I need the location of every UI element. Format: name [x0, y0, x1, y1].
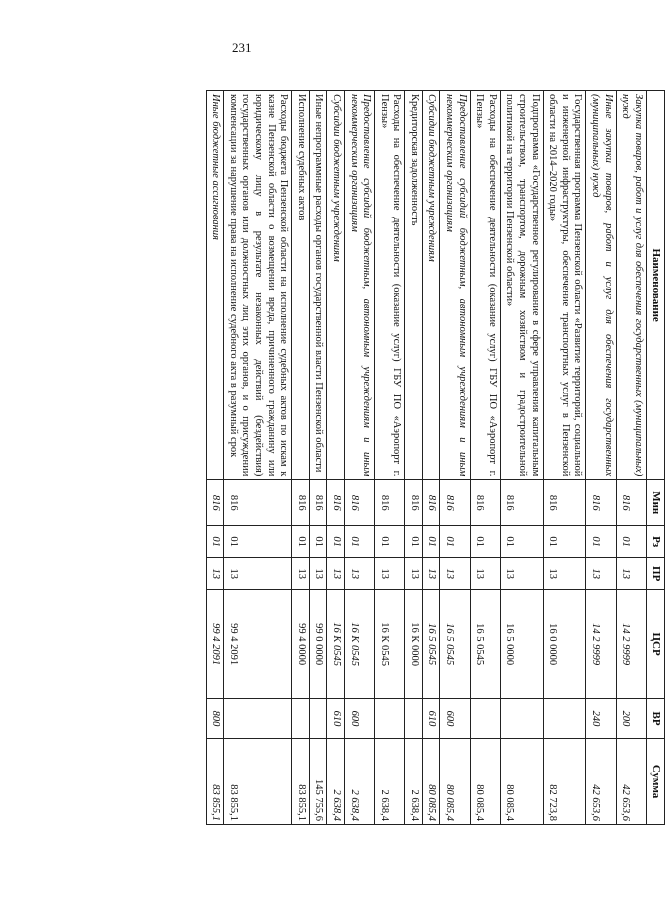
- row-vr: [543, 699, 586, 739]
- table-header-row: [646, 91, 664, 825]
- row-vr: [470, 699, 500, 739]
- row-csr: 16 К 0545: [327, 590, 345, 699]
- row-rz: 01: [586, 526, 616, 558]
- row-name: Субсидии бюджетным учреждениям: [327, 91, 345, 480]
- table-row: [586, 91, 616, 825]
- row-vr: [405, 699, 423, 739]
- table-row: [327, 91, 345, 825]
- row-rz: 01: [470, 526, 500, 558]
- row-name: Расходы на обеспечение деятельности (оказание услуг) ГБУ ПО «Аэропорт г. Пензы»: [470, 91, 500, 480]
- row-vr: 240: [586, 699, 616, 739]
- row-pr: 13: [405, 558, 423, 590]
- row-name: Иные закупки товаров, работ и услуг для обеспечения государственных (муниципальных) нужд: [586, 91, 616, 480]
- row-csr: 16 К 0000: [405, 590, 423, 699]
- row-pr: 13: [292, 558, 310, 590]
- table-row: [543, 91, 586, 825]
- row-rz: 01: [422, 526, 440, 558]
- table-row: [616, 91, 646, 825]
- row-pr: 13: [543, 558, 586, 590]
- row-sum: 80 085,4: [470, 739, 500, 825]
- row-min: 816: [292, 480, 310, 526]
- row-csr: 16 0 0000: [543, 590, 586, 699]
- row-sum: 83 855,1: [206, 739, 224, 825]
- table-row: [224, 91, 292, 825]
- table-row: [440, 91, 470, 825]
- row-sum: 2 638,4: [344, 739, 374, 825]
- row-min: 816: [543, 480, 586, 526]
- row-sum: 80 085,4: [500, 739, 543, 825]
- row-csr: 14 2 9999: [586, 590, 616, 699]
- row-csr: 16 К 0545: [344, 590, 374, 699]
- header-vr: ВР: [646, 699, 664, 739]
- row-min: 816: [616, 480, 646, 526]
- row-name: Кредиторская задолженность: [405, 91, 423, 480]
- row-sum: 83 855,1: [292, 739, 310, 825]
- row-vr: [292, 699, 310, 739]
- table-row: [344, 91, 374, 825]
- table-row: [206, 91, 224, 825]
- row-name: Предоставление субсидий бюджетным, автономным учреждениям и иным некоммерческим организациям: [344, 91, 374, 480]
- row-rz: 01: [309, 526, 327, 558]
- row-rz: 01: [327, 526, 345, 558]
- row-sum: 42 653,6: [586, 739, 616, 825]
- row-csr: 14 2 9999: [616, 590, 646, 699]
- row-min: 816: [586, 480, 616, 526]
- row-rz: 01: [440, 526, 470, 558]
- row-pr: 13: [224, 558, 292, 590]
- row-pr: 13: [375, 558, 405, 590]
- row-csr: 99 4 0000: [292, 590, 310, 699]
- row-name: Государственная программа Пензенской области «Развитие территорий, социальной и инженерной инфраструктуры, обеспечение транспортных услуг в Пензенской области на 2014–2020 годы»: [543, 91, 586, 480]
- row-rz: 01: [616, 526, 646, 558]
- table-row: [405, 91, 423, 825]
- row-min: 816: [206, 480, 224, 526]
- row-csr: 16 5 0545: [422, 590, 440, 699]
- row-pr: 13: [586, 558, 616, 590]
- row-pr: 13: [500, 558, 543, 590]
- budget-table: [206, 90, 665, 825]
- row-pr: 13: [309, 558, 327, 590]
- row-rz: 01: [405, 526, 423, 558]
- row-min: 816: [440, 480, 470, 526]
- row-vr: 610: [422, 699, 440, 739]
- row-sum: 2 638,4: [405, 739, 423, 825]
- row-sum: 80 085,4: [440, 739, 470, 825]
- row-vr: 600: [440, 699, 470, 739]
- header-rz: Рз: [646, 526, 664, 558]
- row-pr: 13: [470, 558, 500, 590]
- table-row: [470, 91, 500, 825]
- row-csr: 16 5 0545: [440, 590, 470, 699]
- row-vr: 600: [344, 699, 374, 739]
- row-min: 816: [422, 480, 440, 526]
- rotated-table-wrapper: [0, 90, 665, 821]
- row-sum: 80 085,4: [422, 739, 440, 825]
- row-name: Иные бюджетные ассигнования: [206, 91, 224, 480]
- row-rz: 01: [375, 526, 405, 558]
- row-pr: 13: [327, 558, 345, 590]
- row-name: Исполнение судебных актов: [292, 91, 310, 480]
- row-vr: [224, 699, 292, 739]
- page-number: 231: [232, 40, 252, 55]
- row-sum: 82 723,8: [543, 739, 586, 825]
- row-sum: 145 755,6: [309, 739, 327, 825]
- row-name: Расходы на обеспечение деятельности (оказание услуг) ГБУ ПО «Аэропорт г. Пензы»: [375, 91, 405, 480]
- row-rz: 01: [543, 526, 586, 558]
- row-min: 816: [224, 480, 292, 526]
- row-rz: 01: [206, 526, 224, 558]
- header-pr: ПР: [646, 558, 664, 590]
- row-name: Иные непрограммные расходы органов государственной власти Пензенской области: [309, 91, 327, 480]
- row-rz: 01: [500, 526, 543, 558]
- row-name: Подпрограмма «Государственное регулирование в сфере управления капитальным строительством, транспортом, дорожным хозяйством и градостроительной политикой на территории Пензенской области»: [500, 91, 543, 480]
- row-sum: 2 638,4: [327, 739, 345, 825]
- row-vr: [500, 699, 543, 739]
- row-pr: 13: [344, 558, 374, 590]
- row-vr: 610: [327, 699, 345, 739]
- table-row: [500, 91, 543, 825]
- row-pr: 13: [206, 558, 224, 590]
- row-rz: 01: [224, 526, 292, 558]
- row-pr: 13: [616, 558, 646, 590]
- table-body: [206, 91, 646, 825]
- row-sum: 83 855,1: [224, 739, 292, 825]
- header-sum: Сумма: [646, 739, 664, 825]
- row-name: Предоставление субсидий бюджетным, автономным учреждениям и иным некоммерческим организациям: [440, 91, 470, 480]
- row-name: Субсидии бюджетным учреждениям: [422, 91, 440, 480]
- row-vr: [309, 699, 327, 739]
- row-name: Закупка товаров, работ и услуг для обеспечения государственных (муниципальных) нужд: [616, 91, 646, 480]
- row-csr: 16 5 0545: [470, 590, 500, 699]
- row-vr: [375, 699, 405, 739]
- row-min: 816: [309, 480, 327, 526]
- row-sum: 2 638,4: [375, 739, 405, 825]
- row-min: 816: [470, 480, 500, 526]
- table-row: [292, 91, 310, 825]
- row-csr: 99 4 2091: [224, 590, 292, 699]
- row-vr: 200: [616, 699, 646, 739]
- row-min: 816: [500, 480, 543, 526]
- header-csr: ЦСР: [646, 590, 664, 699]
- row-csr: 16 К 0545: [375, 590, 405, 699]
- row-vr: 800: [206, 699, 224, 739]
- row-sum: 42 653,6: [616, 739, 646, 825]
- row-csr: 99 4 2091: [206, 590, 224, 699]
- row-name: Расходы бюджета Пензенской области на исполнение судебных актов по искам к казне Пензенской области о возмещении вреда, причиненного гражданину или юридическому лицу в результате незаконных действий (бездействия) государственных органов или должностных лиц этих органов, и о присуждении компенсации за нарушение права на исполнение судебного акта в разумный срок: [224, 91, 292, 480]
- header-min: Мин: [646, 480, 664, 526]
- row-pr: 13: [440, 558, 470, 590]
- row-min: 816: [375, 480, 405, 526]
- row-pr: 13: [422, 558, 440, 590]
- row-min: 816: [405, 480, 423, 526]
- row-csr: 16 5 0000: [500, 590, 543, 699]
- table-row: [375, 91, 405, 825]
- table-row: [309, 91, 327, 825]
- table-row: [422, 91, 440, 825]
- row-rz: 01: [344, 526, 374, 558]
- header-name: Наименование: [646, 91, 664, 480]
- row-min: 816: [327, 480, 345, 526]
- row-min: 816: [344, 480, 374, 526]
- row-rz: 01: [292, 526, 310, 558]
- row-csr: 99 0 0000: [309, 590, 327, 699]
